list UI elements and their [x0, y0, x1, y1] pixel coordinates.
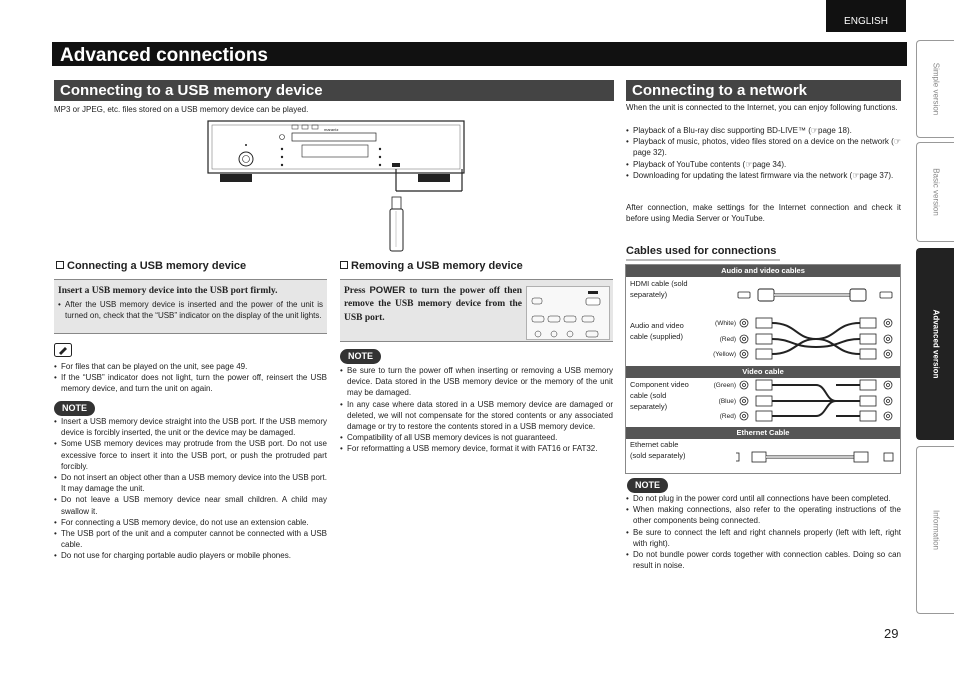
side-tab-advanced[interactable]	[916, 248, 954, 440]
side-tab-basic[interactable]	[916, 142, 954, 242]
list-item: • Downloading for updating the latest firmware via the network (☞page 37).	[626, 170, 901, 181]
list-item: • If the “USB” indicator does not light, turn the power off, reinsert the USB memory device, and turn the unit on again.	[54, 372, 327, 394]
connect-usb-heading	[56, 259, 246, 274]
note-badge: NOTE	[54, 401, 95, 416]
list-item: • In any case where data stored in a USB memory device are damaged or deleted, we will not compensate for the stored contents or any associated damage or try to restore the contents stored in a USB memory device.	[340, 399, 613, 433]
component-color-blue: (Blue)	[718, 398, 736, 405]
side-tab-label: Advanced version	[931, 309, 941, 379]
note-badge: NOTE	[340, 349, 381, 364]
memo-list	[54, 361, 327, 395]
list-item: • When making connections, also refer to the operating instructions of the other components being connected.	[626, 504, 901, 526]
list-item: • The USB port of the unit and a computer cannot be connected with a USB cable.	[54, 528, 327, 550]
list-item: • After the USB memory device is inserted and the power of the unit is turned on, check that the “USB” indicator on the display of the unit lights.	[58, 299, 323, 321]
instruction-text: to turn the power off then remove the USB memory device from the USB port.	[344, 286, 523, 323]
memo-icon	[54, 343, 72, 357]
component-color-green: (Green)	[713, 382, 736, 389]
usb-section-heading: Connecting to a USB memory device	[54, 80, 614, 101]
page-number: 29	[884, 626, 899, 641]
cables-heading: Cables used for connections	[626, 244, 780, 261]
cables-table	[625, 264, 901, 474]
page-title: Advanced connections	[52, 42, 907, 66]
player-brand-text: marantz	[324, 127, 339, 132]
table-header: Video cable	[626, 366, 900, 378]
list-item: • Playback of a Blu-ray disc supporting BD-LIVE™ (☞page 18).	[626, 125, 901, 136]
list-item: • Do not leave a USB memory device near small children. A child may swallow it.	[54, 494, 327, 516]
table-header: Audio and video cables	[626, 265, 900, 277]
remove-usb-instruction	[344, 284, 522, 325]
usb-intro: MP3 or JPEG, etc. files stored on a USB memory device can be played.	[54, 105, 309, 114]
list-item: • For connecting a USB memory device, do not use an extension cable.	[54, 517, 327, 528]
list-item: • Do not plug in the power cord until all connections have been completed.	[626, 493, 901, 504]
note-badge: NOTE	[627, 478, 668, 493]
list-item: • Do not use for charging portable audio players or mobile phones.	[54, 550, 327, 561]
ethernet-cable-label: Ethernet cable (sold separately)	[630, 440, 686, 460]
press-text: Press	[344, 286, 366, 296]
network-functions-list	[626, 125, 901, 181]
side-tab-simple[interactable]	[916, 40, 954, 138]
side-tab-label: Information	[931, 509, 941, 551]
audio-cable-label: Audio and video cable (supplied)	[630, 321, 684, 341]
connect-usb-heading-text: Connecting a USB memory device	[67, 260, 247, 272]
list-item: • Do not insert an object other than a USB memory device into the USB port. It may damage the unit.	[54, 472, 327, 494]
remove-note-list	[340, 365, 613, 455]
connect-usb-box-list	[58, 299, 323, 321]
list-item: • Be sure to turn the power off when inserting or removing a USB memory device. Data stored in the USB memory device or the memory of the unit may be damaged.	[340, 365, 613, 399]
list-item: • Do not bundle power cords together with connection cables. Doing so can result in noise.	[626, 549, 901, 571]
power-key-text: POWER	[369, 285, 406, 296]
network-intro: When the unit is connected to the Internet, you can enjoy following functions.	[626, 103, 898, 112]
audio-color-yellow: (Yellow)	[713, 351, 736, 358]
list-item: • Compatibility of all USB memory devices is not guaranteed.	[340, 432, 613, 443]
ethernet-cable-icon	[736, 452, 893, 462]
player-usb-illustration	[206, 119, 476, 257]
rca-cable-icon	[740, 318, 892, 359]
list-item: • Playback of YouTube contents (☞page 34).	[626, 159, 901, 170]
remote-power-illustration	[526, 286, 610, 340]
remove-usb-heading	[340, 259, 523, 274]
list-item: • For reformatting a USB memory device, format it with FAT16 or FAT32.	[340, 443, 613, 454]
network-note-list	[626, 493, 901, 571]
side-tab-label: Basic version	[931, 168, 941, 216]
remove-usb-box	[340, 279, 613, 342]
component-cable-label: Component video cable (sold separately)	[630, 380, 689, 411]
component-color-red: (Red)	[719, 413, 736, 420]
list-item: • Be sure to connect the left and right channels properly (left with left, right with right).	[626, 527, 901, 549]
network-section-heading: Connecting to a network	[626, 80, 901, 101]
list-item: • For files that can be played on the unit, see page 49.	[54, 361, 327, 372]
list-item: • Insert a USB memory device straight into the USB port. If the USB memory device is forcibly inserted, the unit or the device may be damaged.	[54, 416, 327, 438]
audio-color-white: (White)	[715, 320, 736, 327]
cable-illustrations	[736, 277, 900, 473]
language-tab: ENGLISH	[826, 0, 906, 32]
list-item: • Playback of music, photos, video files stored on a device on the network (☞page 32).	[626, 136, 901, 158]
component-cable-icon	[740, 380, 892, 421]
checkbox-icon	[56, 261, 64, 269]
remove-usb-heading-text: Removing a USB memory device	[351, 260, 523, 272]
side-tab-information[interactable]	[916, 446, 954, 614]
checkbox-icon	[340, 261, 348, 269]
connect-note-list	[54, 416, 327, 561]
audio-color-red: (Red)	[719, 336, 736, 343]
network-after-text: After connection, make settings for the Internet connection and check it before using Media Server or YouTube.	[626, 203, 901, 224]
table-header: Ethernet Cable	[626, 427, 900, 439]
list-item: • Some USB memory devices may protrude from the USB port. Do not use excessive force to insert it into the USB port, or push the protruded part forcibly.	[54, 438, 327, 472]
connect-usb-box-title: Insert a USB memory device into the USB port firmly.	[58, 286, 278, 296]
hdmi-cable-icon	[738, 289, 892, 301]
side-tab-label: Simple version	[931, 62, 941, 116]
hdmi-cable-label: HDMI cable (sold separately)	[630, 279, 688, 299]
connect-usb-box	[54, 279, 327, 334]
